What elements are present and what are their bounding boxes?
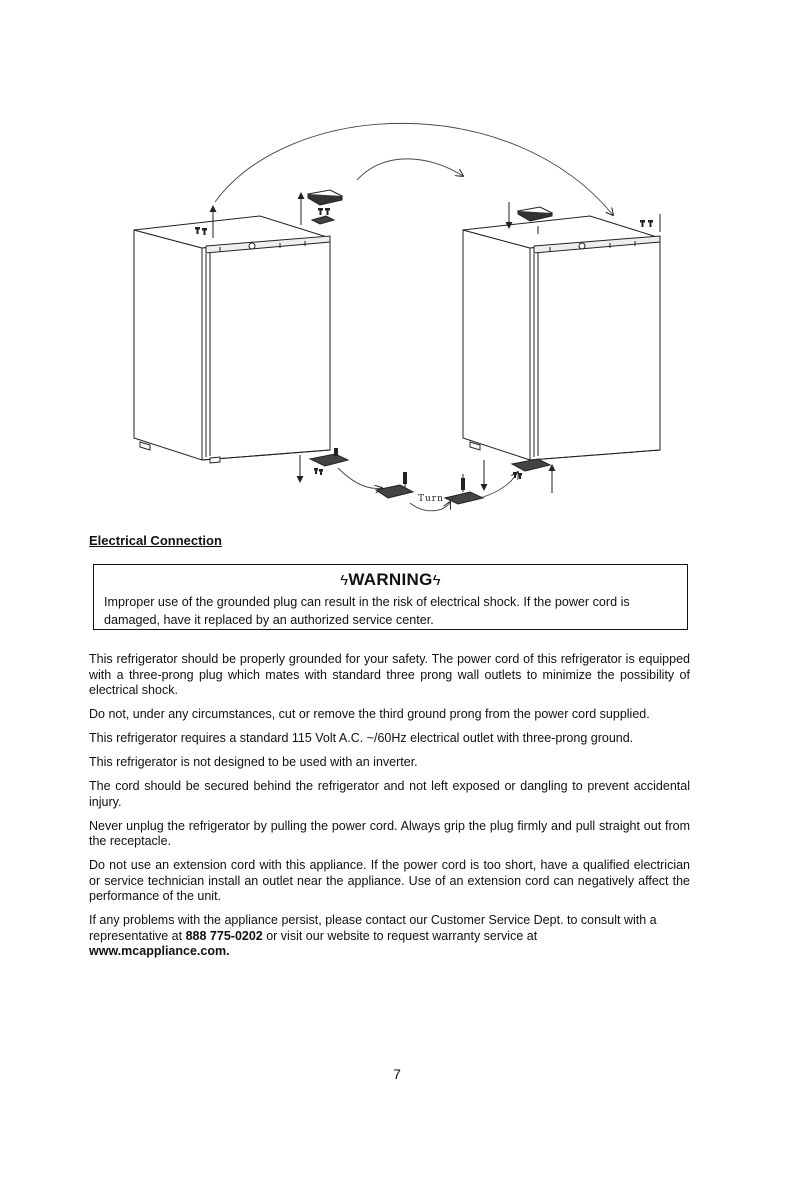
screws-right-top — [640, 220, 653, 227]
door-reversal-diagram — [120, 110, 680, 520]
small-arc-arrow — [357, 159, 463, 180]
lightning-icon: ϟ — [432, 572, 441, 589]
turn-hinge-a — [376, 485, 413, 498]
fridge-left — [134, 216, 330, 463]
screws-hinge-left — [318, 208, 330, 215]
fridge-right — [463, 216, 660, 460]
section-heading: Electrical Connection — [89, 533, 222, 548]
paragraph-cord: The cord should be secured behind the refrigerator and not left exposed or dangling to prevent accidental injury. — [89, 779, 690, 809]
warning-box — [93, 564, 688, 630]
page-number: 7 — [393, 1066, 401, 1082]
big-arc-arrow — [215, 123, 613, 215]
bottom-hinge-right — [512, 459, 550, 471]
paragraph-ground-prong: Do not, under any circumstances, cut or remove the third ground prong from the power cord supplied. — [89, 707, 650, 721]
paragraph-outlet: This refrigerator requires a standard 115 Volt A.C. ~/60Hz electrical outlet with three-prong ground. — [89, 731, 634, 745]
paragraph-extension-cord: Do not use an extension cord with this appliance. If the power cord is too short, have a qualified electrician or service technician install an outlet near the appliance. Use of an extension cord can negatively affect the performance of the unit. — [89, 858, 690, 903]
phone-number: 888 775-0202 — [185, 928, 263, 943]
bottom-hinge-left — [310, 454, 348, 466]
body-text — [89, 652, 690, 968]
paragraph-inverter: This refrigerator is not designed to be used with an inverter. — [89, 755, 418, 769]
turn-hinge-b — [445, 492, 483, 504]
paragraph-grounding: This refrigerator should be properly grounded for your safety. The power cord of this refrigerator is equipped with a three-prong plug which mates with standard three prong wall outlets to minimize the possibility of electrical shock. — [89, 652, 690, 697]
paragraph-contact: If any problems with the appliance persist, please contact our Customer Service Dept. to consult with a representative at 888 775-0202 or visit our website to request warranty service at www.mcappliance.com. — [89, 913, 657, 958]
top-hinge-left — [312, 216, 334, 224]
curve-arrow-right-bottom — [480, 472, 518, 498]
lightning-icon: ϟ — [340, 572, 349, 589]
warning-title — [104, 569, 677, 592]
warning-text: Improper use of the grounded plug can result in the risk of electrical shock. If the power cord is damaged, have it replaced by an authorized service center. — [104, 595, 630, 627]
turn-label: Turn — [418, 494, 444, 504]
warning-title-text: WARNING — [348, 570, 433, 589]
website-link[interactable]: www.mcappliance.com. — [89, 944, 230, 958]
paragraph-unplug: Never unplug the refrigerator by pulling the power cord. Always grip the plug firmly and pull straight out from the receptacle. — [89, 818, 690, 848]
curve-arrow-left-bottom — [338, 468, 382, 488]
